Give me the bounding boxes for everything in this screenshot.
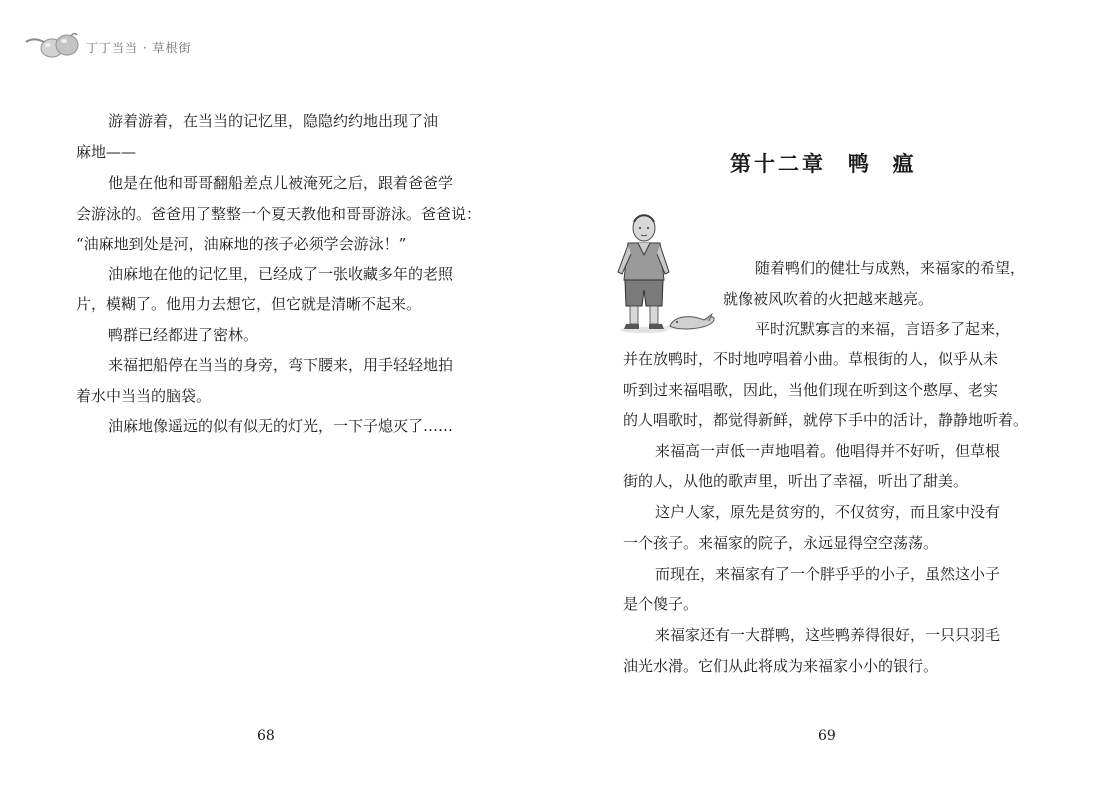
left-line-9: 来福把船停在当当的身旁，弯下腰来，用手轻轻地拍 (108, 356, 454, 374)
right-line-3: 平时沉默寡言的来福，言语多了起来， (755, 320, 1011, 338)
right-line-1: 随着鸭们的健壮与成熟，来福家的希望， (755, 259, 1026, 277)
right-line-7: 来福高一声低一声地唱着。他唱得并不好听，但草根 (655, 442, 1001, 460)
chapter-number: 第十二章 (730, 151, 826, 176)
chapter-name: 鸭 瘟 (848, 151, 917, 176)
left-line-7: 片，模糊了。他用力去想它，但它就是清晰不起来。 (76, 295, 422, 313)
left-line-8: 鸭群已经都进了密林。 (108, 326, 259, 344)
left-line-2: 麻地—— (76, 143, 137, 161)
right-line-5: 听到过来福唱歌，因此，当他们现在听到这个憨厚、老实 (623, 381, 999, 399)
right-line-6: 的人唱歌时，都觉得新鲜，就停下手中的活计，静静地听着。 (623, 411, 1029, 429)
right-line-9: 这户人家，原先是贫穷的，不仅贫穷，而且家中没有 (655, 503, 1001, 521)
left-line-3: 他是在他和哥哥翻船差点儿被淹死之后，跟着爸爸学 (108, 174, 454, 192)
left-line-10: 着水中当当的脑袋。 (76, 387, 212, 405)
left-line-5: “油麻地到处是河，油麻地的孩子必须学会游泳！” (76, 235, 407, 253)
right-line-4: 并在放鸭时，不时地哼唱着小曲。草根街的人，似乎从未 (623, 350, 999, 368)
chapter-title (730, 148, 917, 178)
gourd-logo-icon (24, 30, 82, 62)
right-line-14: 油光水滑。它们从此将成为来福家小小的银行。 (623, 657, 939, 675)
book-series-title: 丁丁当当 · 草根街 (86, 40, 192, 55)
left-line-1: 游着游着，在当当的记忆里，隐隐约约地出现了油 (108, 112, 439, 130)
right-line-10: 一个孩子。来福家的院子，永远显得空空荡荡。 (623, 534, 939, 552)
running-header (24, 30, 191, 62)
right-line-8: 街的人，从他的歌声里，听出了幸福，听出了甜美。 (623, 472, 969, 490)
man-with-duck-illustration (608, 210, 718, 336)
left-line-4: 会游泳的。爸爸用了整整一个夏天教他和哥哥游泳。爸爸说： (76, 205, 482, 223)
right-line-2: 就像被风吹着的火把越来越亮。 (723, 290, 934, 308)
right-line-13: 来福家还有一大群鸭，这些鸭养得很好，一只只羽毛 (655, 626, 1001, 644)
right-line-11: 而现在，来福家有了一个胖乎乎的小子，虽然这小子 (655, 565, 1001, 583)
right-page-number: 69 (818, 728, 836, 744)
right-line-12: 是个傻子。 (623, 595, 699, 613)
left-line-6: 油麻地在他的记忆里，已经成了一张收藏多年的老照 (108, 265, 454, 283)
left-page-number: 68 (257, 728, 275, 744)
left-line-11: 油麻地像遥远的似有似无的灯光，一下子熄灭了…… (108, 417, 454, 435)
